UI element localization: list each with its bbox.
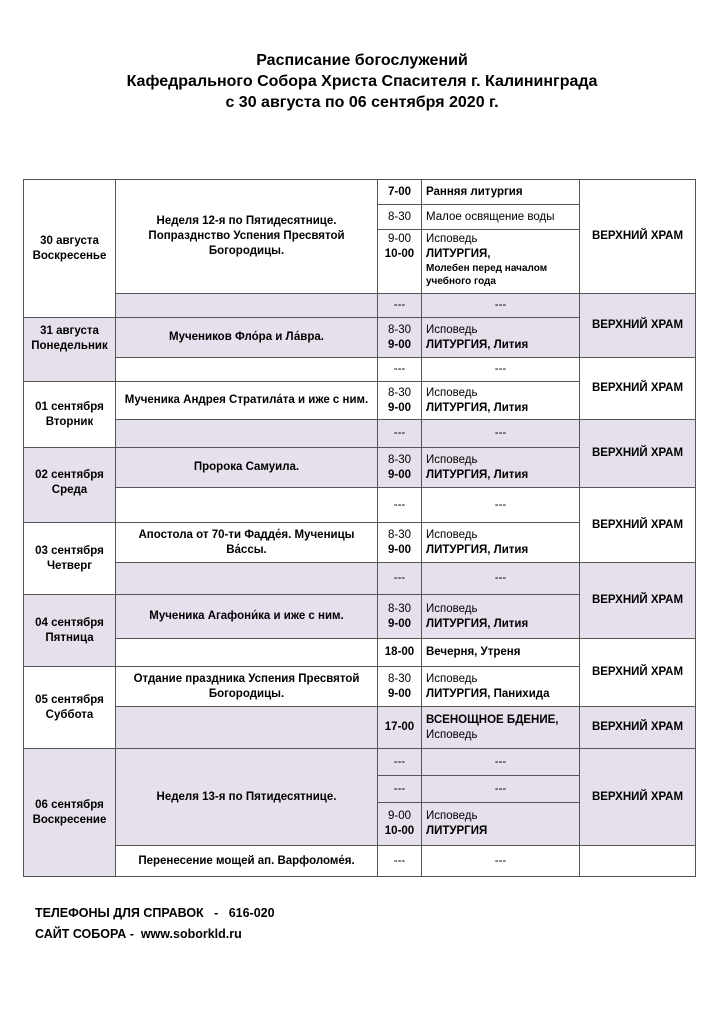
table-row: [24, 488, 696, 523]
time-cell: ---: [378, 846, 422, 877]
time-cell: 8-30: [378, 205, 422, 230]
service-cell: Исповедь ЛИТУРГИЯ, Панихида: [422, 667, 580, 707]
schedule-table: [23, 179, 696, 877]
feast-cell: Пророка Самуила.: [116, 448, 378, 488]
service-cell: ---: [422, 488, 580, 523]
empty-cell: [116, 294, 378, 318]
day-date-cell: 31 августа Понедельник: [24, 318, 116, 382]
service-cell: ---: [422, 749, 580, 776]
table-row: [24, 563, 696, 595]
time-cell: 8-30 9-00: [378, 523, 422, 563]
time-cell: 8-30 9-00: [378, 382, 422, 420]
phones-line: ТЕЛЕФОНЫ ДЛЯ СПРАВОК - 616-020: [35, 906, 275, 920]
time-cell: 17-00: [378, 707, 422, 749]
time-cell: ---: [378, 420, 422, 448]
church-cell: ВЕРХНИЙ ХРАМ: [580, 420, 696, 488]
empty-cell: [116, 563, 378, 595]
service-cell: Малое освящение воды: [422, 205, 580, 230]
service-cell: ---: [422, 776, 580, 803]
service-cell: Исповедь ЛИТУРГИЯ, Молебен перед началом учебного года: [422, 230, 580, 294]
church-cell: ВЕРХНИЙ ХРАМ: [580, 180, 696, 294]
empty-cell: [116, 639, 378, 667]
time-cell: 8-30 9-00: [378, 448, 422, 488]
service-cell: ---: [422, 563, 580, 595]
time-cell: 9-00 10-00: [378, 230, 422, 294]
service-cell: Вечерня, Утреня: [422, 639, 580, 667]
feast-cell: Мучеников Фло́ра и Ла́вра.: [116, 318, 378, 358]
footer: [35, 903, 275, 945]
time-cell: ---: [378, 749, 422, 776]
day-date-cell: 05 сентября Суббота: [24, 667, 116, 749]
time-cell: ---: [378, 488, 422, 523]
feast-cell: Мученика Агафони́ка и иже с ним.: [116, 595, 378, 639]
empty-cell: [580, 846, 696, 877]
time-cell: ---: [378, 563, 422, 595]
time-cell: ---: [378, 358, 422, 382]
feast-cell: Мученика Андрея Стратила́та и иже с ним.: [116, 382, 378, 420]
service-cell: ---: [422, 846, 580, 877]
feast-cell: Перенесение мощей ап. Варфоломе́я.: [116, 846, 378, 877]
day-date-cell: 30 августа Воскресенье: [24, 180, 116, 318]
table-row: [24, 420, 696, 448]
document-title: [0, 50, 724, 113]
time-cell: ---: [378, 294, 422, 318]
church-cell: ВЕРХНИЙ ХРАМ: [580, 707, 696, 749]
day-date-cell: 02 сентября Среда: [24, 448, 116, 523]
feast-cell: Неделя 12-я по Пятидесятнице. Попразднство Успения Пресвятой Богородицы.: [116, 180, 378, 294]
table-row: [24, 639, 696, 667]
table-row: [24, 846, 696, 877]
empty-cell: [116, 358, 378, 382]
table-row: [24, 749, 696, 776]
church-cell: ВЕРХНИЙ ХРАМ: [580, 488, 696, 563]
time-cell: 8-30 9-00: [378, 318, 422, 358]
service-cell: ---: [422, 358, 580, 382]
table-row: [24, 358, 696, 382]
feast-cell: Отдание праздника Успения Пресвятой Богородицы.: [116, 667, 378, 707]
table-row: [24, 707, 696, 749]
title-line-2: Кафедрального Собора Христа Спасителя г. Калининграда: [126, 73, 598, 90]
day-date-cell: 03 сентября Четверг: [24, 523, 116, 595]
time-cell: 18-00: [378, 639, 422, 667]
service-cell: Исповедь ЛИТУРГИЯ, Лития: [422, 595, 580, 639]
title-line-1: Расписание богослужений: [256, 52, 468, 69]
church-cell: ВЕРХНИЙ ХРАМ: [580, 358, 696, 420]
title-line-3: с 30 августа по 06 сентября 2020 г.: [225, 94, 499, 111]
time-cell: 7-00: [378, 180, 422, 205]
church-cell: ВЕРХНИЙ ХРАМ: [580, 294, 696, 358]
day-date-cell: 06 сентября Воскресение: [24, 749, 116, 877]
empty-cell: [116, 707, 378, 749]
table-row: [24, 294, 696, 318]
time-cell: 9-00 10-00: [378, 803, 422, 846]
service-cell: Ранняя литургия: [422, 180, 580, 205]
service-cell: Исповедь ЛИТУРГИЯ, Лития: [422, 382, 580, 420]
feast-cell: Апостола от 70-ти Фадде́я. Мученицы Ва́ссы.: [116, 523, 378, 563]
service-cell: ВСЕНОЩНОЕ БДЕНИЕ, Исповедь: [422, 707, 580, 749]
time-cell: 8-30 9-00: [378, 595, 422, 639]
service-cell: Исповедь ЛИТУРГИЯ: [422, 803, 580, 846]
service-cell: ---: [422, 294, 580, 318]
feast-cell: Неделя 13-я по Пятидесятнице.: [116, 749, 378, 846]
church-cell: ВЕРХНИЙ ХРАМ: [580, 749, 696, 846]
empty-cell: [116, 488, 378, 523]
empty-cell: [116, 420, 378, 448]
table-row: [24, 180, 696, 205]
service-cell: Исповедь ЛИТУРГИЯ, Лития: [422, 448, 580, 488]
time-cell: ---: [378, 776, 422, 803]
service-cell: ---: [422, 420, 580, 448]
time-cell: 8-30 9-00: [378, 667, 422, 707]
church-cell: ВЕРХНИЙ ХРАМ: [580, 639, 696, 707]
church-cell: ВЕРХНИЙ ХРАМ: [580, 563, 696, 639]
site-line[interactable]: САЙТ СОБОРА - www.soborkld.ru: [35, 927, 242, 941]
day-date-cell: 01 сентября Вторник: [24, 382, 116, 448]
day-date-cell: 04 сентября Пятница: [24, 595, 116, 667]
service-cell: Исповедь ЛИТУРГИЯ, Лития: [422, 523, 580, 563]
service-cell: Исповедь ЛИТУРГИЯ, Лития: [422, 318, 580, 358]
